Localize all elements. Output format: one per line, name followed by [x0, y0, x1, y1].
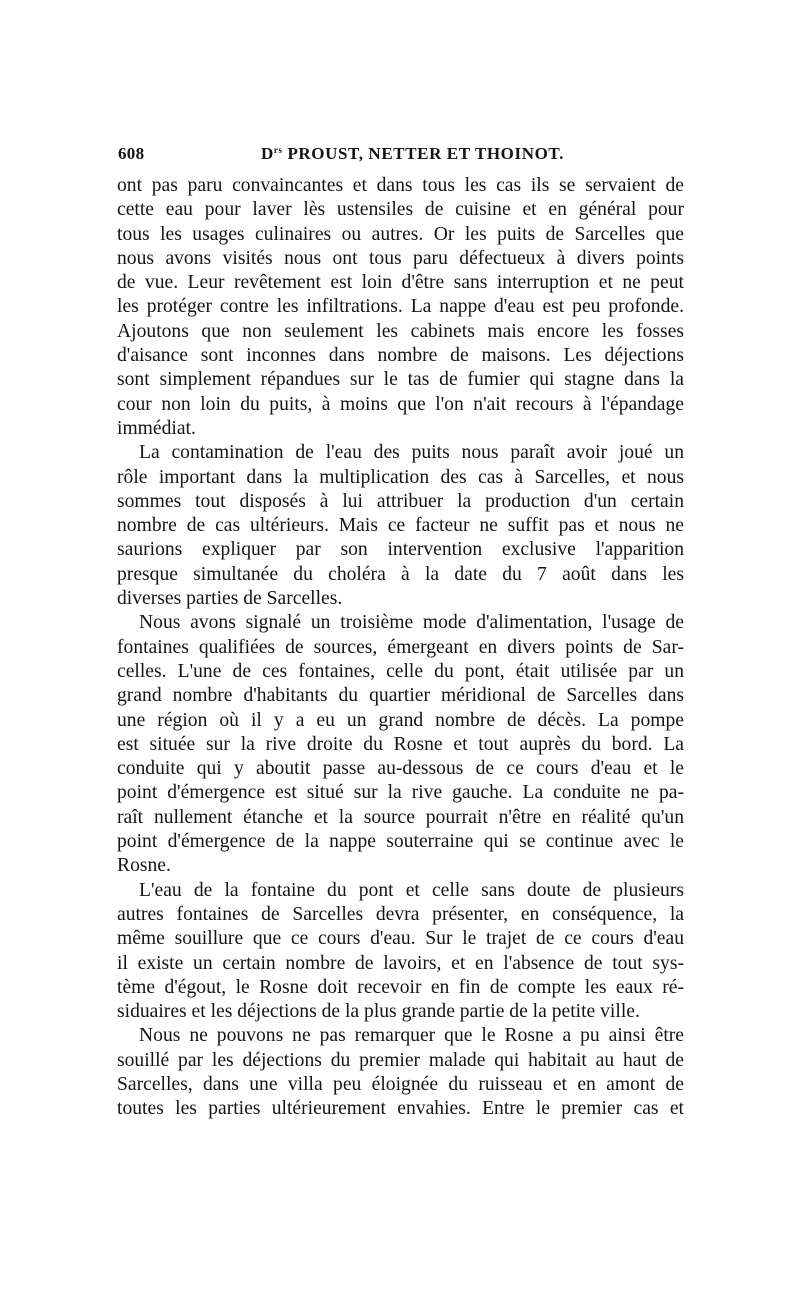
text-line: il existe un certain nombre de lavoirs, et en l'absence de tout sys-: [117, 952, 684, 974]
text-line: de vue. Leur revêtement est loin d'être sans interruption et ne peut: [117, 272, 684, 294]
text-line: sont simplement répandues sur le tas de fumier qui stagne dans la: [117, 369, 684, 391]
text-line: nous avons visités nous ont tous paru défectueux à divers points: [117, 247, 684, 269]
text-line: tème d'égout, le Rosne doit recevoir en fin de compte les eaux ré-: [117, 976, 684, 998]
page-number: 608: [118, 144, 145, 163]
text-line: toutes les parties ultérieurement envahies. Entre le premier cas et: [117, 1098, 684, 1120]
text-line: point d'émergence de la nappe souterraine qui se continue avec le: [117, 831, 684, 853]
text-line: nombre de cas ultérieurs. Mais ce facteur ne suffit pas et nous ne: [117, 515, 684, 537]
text-line: grand nombre d'habitants du quartier méridional de Sarcelles dans: [117, 685, 684, 707]
title-superscript: rs: [273, 145, 283, 155]
text-line: même souillure que ce cours d'eau. Sur le trajet de ce cours d'eau: [117, 928, 684, 950]
text-line: cour non loin du puits, à moins que l'on n'ait recours à l'épandage: [117, 393, 684, 415]
text-line: est située sur la rive droite du Rosne et tout auprès du bord. La: [117, 733, 684, 755]
page-header: [118, 144, 683, 168]
text-line: La contamination de l'eau des puits nous paraît avoir joué un: [139, 442, 684, 464]
text-line: Rosne.: [117, 855, 171, 877]
text-line: siduaires et les déjections de la plus grande partie de la petite ville.: [117, 1001, 640, 1023]
text-line: celles. L'une de ces fontaines, celle du pont, était utilisée par un: [117, 660, 684, 682]
text-line: souillé par les déjections du premier malade qui habitait au haut de: [117, 1049, 684, 1071]
text-line: ont pas paru convaincantes et dans tous les cas ils se servaient de: [117, 175, 684, 196]
text-line: immédiat.: [117, 417, 196, 439]
text-line: les protéger contre les infiltrations. La nappe d'eau est peu profonde.: [117, 296, 684, 318]
text-line: diverses parties de Sarcelles.: [117, 588, 343, 610]
text-line: d'aisance sont inconnes dans nombre de maisons. Les déjections: [117, 345, 684, 367]
text-line: cette eau pour laver lès ustensiles de cuisine et en général pour: [117, 199, 684, 221]
text-line: Nous ne pouvons ne pas remarquer que le Rosne a pu ainsi être: [139, 1025, 684, 1047]
text-line: presque simultanée du choléra à la date du 7 août dans les: [117, 563, 684, 585]
text-line: Sarcelles, dans une villa peu éloignée du ruisseau et en amont de: [117, 1073, 684, 1095]
text-line: Ajoutons que non seulement les cabinets mais encore les fosses: [117, 320, 684, 342]
text-line: fontaines qualifiées de sources, émergeant en divers points de Sar-: [117, 636, 684, 658]
text-line: sommes tout disposés à lui attribuer la production d'un certain: [117, 490, 684, 512]
text-line: tous les usages culinaires ou autres. Or les puits de Sarcelles que: [117, 223, 684, 245]
text-line: autres fontaines de Sarcelles devra présenter, en conséquence, la: [117, 903, 684, 925]
text-line: L'eau de la fontaine du pont et celle sans doute de plusieurs: [139, 879, 684, 901]
title-rest: PROUST, NETTER ET THOINOT.: [282, 144, 564, 163]
text-line: conduite qui y aboutit passe au-dessous de ce cours d'eau et le: [117, 758, 684, 780]
title-prefix: D: [261, 144, 274, 163]
text-line: point d'émergence est situé sur la rive gauche. La conduite ne pa-: [117, 782, 684, 804]
text-line: raît nullement étanche et la source pourrait n'être en réalité qu'un: [117, 806, 684, 828]
body-text: [117, 174, 684, 1122]
text-line: une région où il y a eu un grand nombre de décès. La pompe: [117, 709, 684, 731]
text-line: Nous avons signalé un troisième mode d'alimentation, l'usage de: [139, 612, 684, 634]
text-line: rôle important dans la multiplication des cas à Sarcelles, et nous: [117, 466, 684, 488]
running-title: [261, 144, 564, 164]
text-line: saurions expliquer par son intervention exclusive l'apparition: [117, 539, 684, 561]
